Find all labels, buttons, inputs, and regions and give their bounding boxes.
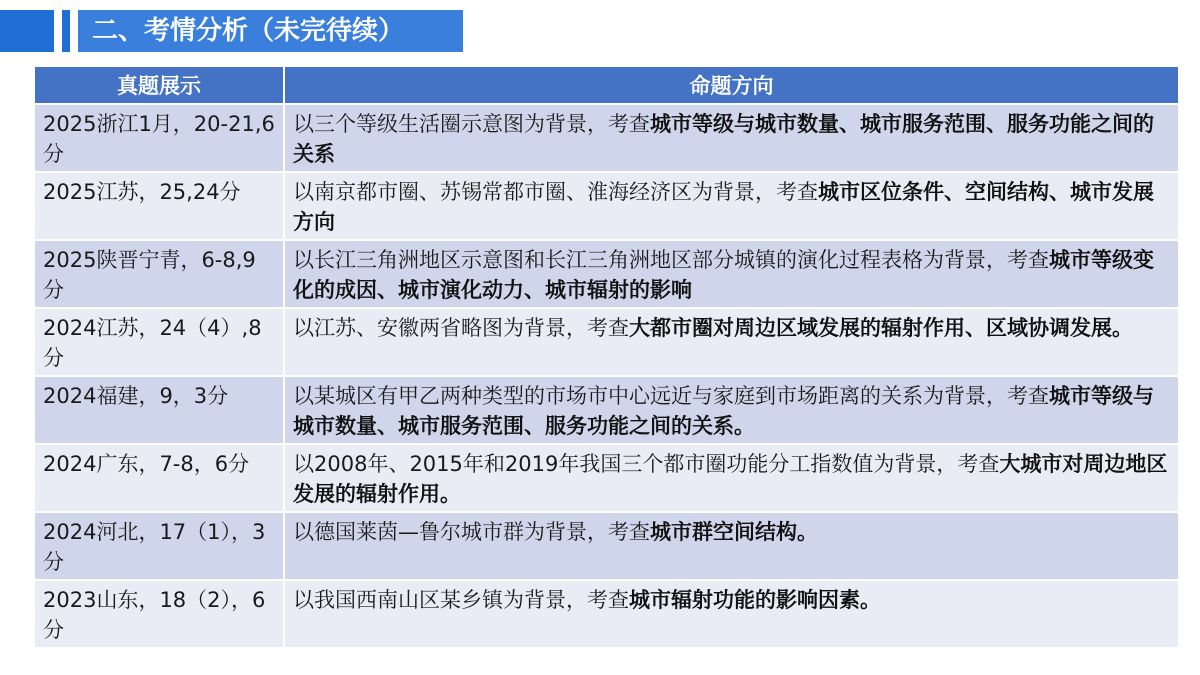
column-header-direction: 命题方向 <box>284 67 1178 104</box>
direction-text: 以2008年、2015年和2019年我国三个都市圈功能分工指数值为背景，考查 <box>293 452 1000 476</box>
direction-cell <box>284 240 1178 308</box>
exam-source-cell: 2025浙江1月，20-21,6分 <box>35 104 284 172</box>
direction-text: 以三个等级生活圈示意图为背景，考查 <box>293 112 650 136</box>
direction-key-points: 城市等级与城市数量、城市服务范围、服务功能之间的关系。 <box>293 384 1154 438</box>
direction-key-points: 城市等级与城市数量、城市服务范围、服务功能之间的关系 <box>293 112 1154 166</box>
direction-cell <box>284 512 1178 580</box>
direction-cell <box>284 172 1178 240</box>
direction-text: 以南京都市圈、苏锡常都市圈、淮海经济区为背景，考查 <box>293 180 818 204</box>
page-title: 二、考情分析（未完待续） <box>78 10 463 52</box>
table-header-row <box>35 67 1178 104</box>
column-header-source: 真题展示 <box>35 67 284 104</box>
direction-cell <box>284 104 1178 172</box>
table-row <box>35 512 1178 580</box>
exam-source-cell: 2024河北，17（1），3分 <box>35 512 284 580</box>
direction-key-points: 城市区位条件、空间结构、城市发展方向 <box>293 180 1154 234</box>
exam-source-cell: 2023山东，18（2），6分 <box>35 580 284 647</box>
table-row <box>35 444 1178 512</box>
table-row <box>35 376 1178 444</box>
table-row <box>35 172 1178 240</box>
direction-key-points: 城市等级变化的成因、城市演化动力、城市辐射的影响 <box>293 248 1154 302</box>
table-row <box>35 104 1178 172</box>
decorative-block <box>0 10 54 52</box>
direction-cell <box>284 580 1178 647</box>
direction-cell <box>284 376 1178 444</box>
exam-source-cell: 2024福建，9，3分 <box>35 376 284 444</box>
direction-key-points: 大城市对周边地区发展的辐射作用。 <box>293 452 1168 506</box>
direction-cell <box>284 444 1178 512</box>
exam-source-cell: 2024广东，7-8，6分 <box>35 444 284 512</box>
direction-key-points: 大都市圈对周边区域发展的辐射作用、区域协调发展。 <box>629 316 1133 340</box>
direction-text: 以江苏、安徽两省略图为背景，考查 <box>293 316 629 340</box>
direction-text: 以某城区有甲乙两种类型的市场市中心远近与家庭到市场距离的关系为背景，考查 <box>293 384 1049 408</box>
direction-key-points: 城市群空间结构。 <box>650 520 818 544</box>
direction-text: 以德国莱茵—鲁尔城市群为背景，考查 <box>293 520 650 544</box>
table-row <box>35 308 1178 376</box>
direction-cell <box>284 308 1178 376</box>
direction-text: 以长江三角洲地区示意图和长江三角洲地区部分城镇的演化过程表格为背景，考查 <box>293 248 1049 272</box>
direction-key-points: 城市辐射功能的影响因素。 <box>629 588 881 612</box>
exam-source-cell: 2025江苏，25,24分 <box>35 172 284 240</box>
table-row <box>35 240 1178 308</box>
direction-text: 以我国西南山区某乡镇为背景，考查 <box>293 588 629 612</box>
decorative-bar <box>62 10 70 52</box>
exam-source-cell: 2024江苏，24（4）,8分 <box>35 308 284 376</box>
table-row <box>35 580 1178 647</box>
exam-analysis-table <box>35 67 1178 647</box>
exam-source-cell: 2025陕晋宁青，6-8,9分 <box>35 240 284 308</box>
